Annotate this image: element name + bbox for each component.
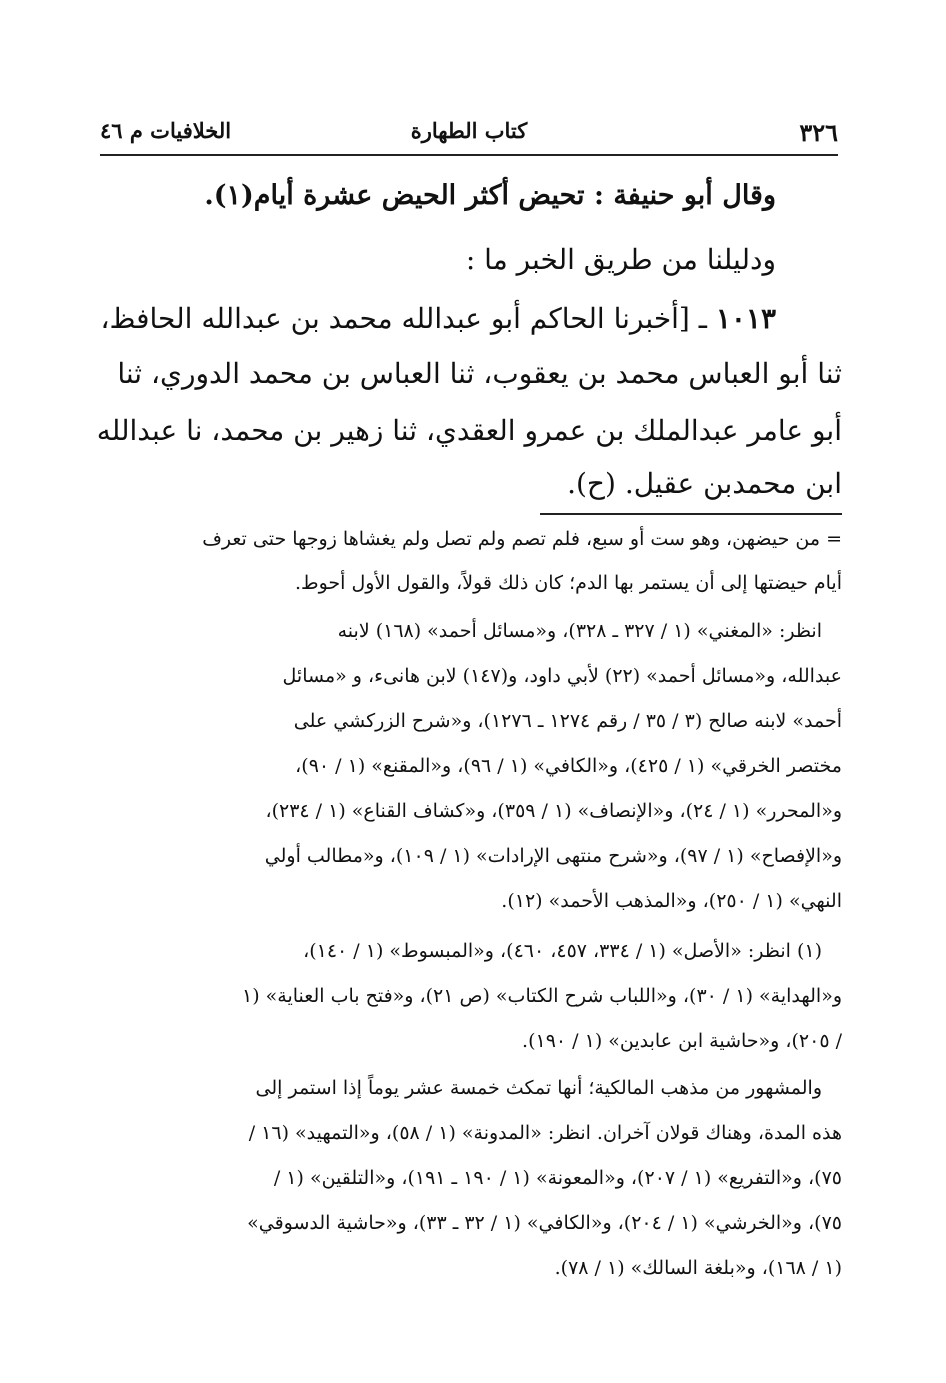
footnote-line: / ٢٠٥)، و«حاشية ابن عابدين» (١ / ١٩٠). <box>522 1030 842 1052</box>
footnote-separator <box>540 513 842 515</box>
footnote-line: النهي» (١ / ٢٥٠)، و«المذهب الأحمد» (١٢). <box>501 890 842 912</box>
page-number: ٣٢٦ <box>799 118 838 147</box>
main-line: ثنا أبو العباس محمد بن يعقوب، ثنا العباس بن محمد الدوري، ثنا <box>117 357 842 390</box>
signature-mark: الخلافيات م ٤٦ <box>100 118 232 143</box>
footnote-line: عبدالله، و«مسائل أحمد» (٢٢) لأبي داود، و(١٤٧) لابن هانىء، و «مسائل <box>282 665 842 687</box>
footnote-line: هذه المدة، وهناك قولان آخران. انظر: «المدونة» (١ / ٥٨)، و«التمهيد» (١٦ / <box>248 1122 842 1144</box>
footnote-line: ٧٥)، و«الخرشي» (١ / ٢٠٤)، و«الكافي» (١ / ٣٢ ـ ٣٣)، و«حاشية الدسوقي» <box>247 1212 842 1234</box>
footnote-line: أحمد» لابنه صالح (٣ / ٣٥ / رقم ١٢٧٤ ـ ١٢٧٦)، و«شرح الزركشي على <box>293 710 842 732</box>
main-line: ابن محمدبن عقيل. (ح). <box>567 467 842 500</box>
hadith-number: ١٠١٣ <box>715 302 776 335</box>
main-line: وقال أبو حنيفة : تحيض أكثر الحيض عشرة أيام(١). <box>204 180 776 211</box>
footnote-line: = من حيضهن، وهو ست أو سبع، فلم تصم ولم تصل ولم يغشاها زوجها حتى تعرف <box>202 528 842 550</box>
footnote-line: و«الهداية» (١ / ٣٠)، و«اللباب شرح الكتاب» (ص ٢١)، و«فتح باب العناية» (١ <box>242 985 842 1007</box>
footnote-line: انظر: «المغني» (١ / ٣٢٧ ـ ٣٢٨)، و«مسائل أحمد» (١٦٨) لابنه <box>337 620 822 642</box>
main-line: أبو عامر عبدالملك بن عمرو العقدي، ثنا زهير بن محمد، نا عبدالله <box>96 414 842 447</box>
footnote-line: (١) انظر: «الأصل» (١ / ٣٣٤، ٤٥٧، ٤٦٠)، و«المبسوط» (١ / ١٤٠)، <box>303 940 822 962</box>
footnote-line: و«الإفصاح» (١ / ٩٧)، و«شرح منتهى الإرادات» (١ / ١٠٩)، و«مطالب أولي <box>264 845 842 867</box>
footnote-line: (١ / ١٦٨)، و«بلغة السالك» (١ / ٧٨). <box>554 1257 842 1279</box>
main-line <box>96 302 776 335</box>
header-rule <box>100 154 838 156</box>
footnote-line: و«المحرر» (١ / ٢٤)، و«الإنصاف» (١ / ٣٥٩)، و«كشاف القناع» (١ / ٢٣٤)، <box>265 800 842 822</box>
footnote-line: والمشهور من مذهب المالكية؛ أنها تمكث خمسة عشر يوماً إذا استمر إلى <box>255 1077 822 1099</box>
book-title: كتاب الطهارة <box>410 118 528 143</box>
running-header <box>100 118 838 152</box>
main-line: ودليلنا من طريق الخبر ما : <box>465 243 776 276</box>
footnote-line: مختصر الخرقي» (١ / ٤٢٥)، و«الكافي» (١ / ٩٦)، و«المقنع» (١ / ٩٠)، <box>295 755 842 777</box>
main-line-text: ـ [أخبرنا الحاكم أبو عبدالله محمد بن عبدالله الحافظ، <box>100 302 716 335</box>
footnote-line: أيام حيضتها إلى أن يستمر بها الدم؛ كان ذلك قولاً، والقول الأول أحوط. <box>294 572 842 594</box>
footnote-line: ٧٥)، و«التفريع» (١ / ٢٠٧)، و«المعونة» (١ / ١٩٠ ـ ١٩١)، و«التلقين» (١ / <box>273 1167 842 1189</box>
